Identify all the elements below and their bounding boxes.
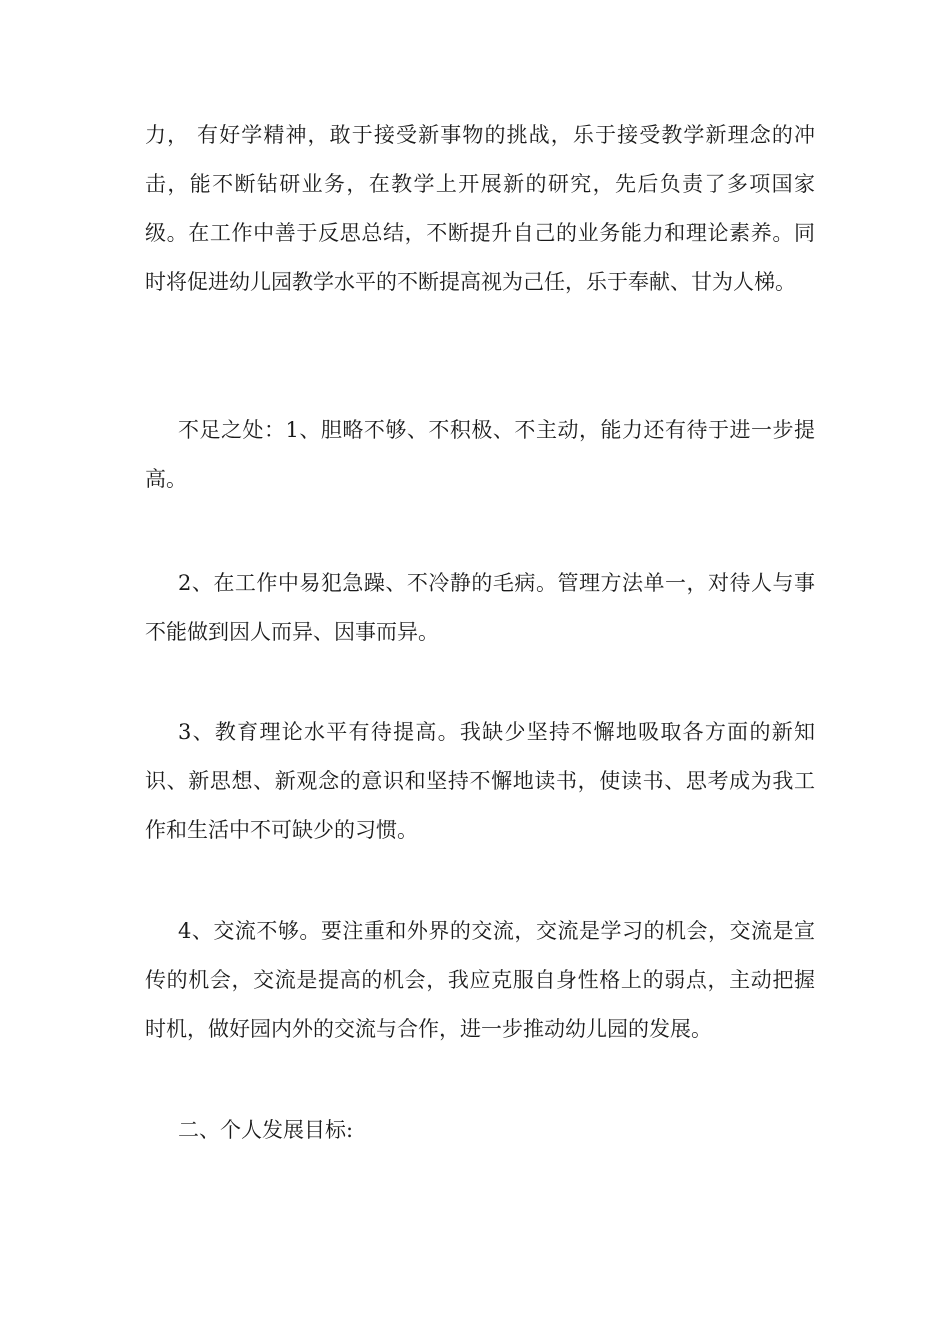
paragraph-shortcoming-2: 2、在工作中易犯急躁、不冷静的毛病。管理方法单一，对待人与事不能做到因人而异、因事而异。 bbox=[145, 571, 815, 644]
paragraph-shortcoming-4: 4、交流不够。要注重和外界的交流，交流是学习的机会，交流是宣传的机会，交流是提高的机会，我应克服自身性格上的弱点，主动把握时机，做好园内外的交流与合作，进一步推动幼儿园的发展。 bbox=[145, 919, 815, 1041]
paragraph-continued-strengths: 力， 有好学精神，敢于接受新事物的挑战，乐于接受教学新理念的冲击，能不断钻研业务，在教学上开展新的研究，先后负责了多项国家级。在工作中善于反思总结，不断提升自己的业务能力和理论素养。同时将促进幼儿园教学水平的不断提高视为己任，乐于奉献、甘为人梯。 bbox=[145, 123, 815, 294]
paragraph-shortcoming-3: 3、教育理论水平有待提高。我缺少坚持不懈地吸取各方面的新知识、新思想、新观念的意识和坚持不懈地读书，使读书、思考成为我工作和生活中不可缺少的习惯。 bbox=[145, 720, 815, 842]
paragraph-shortcoming-1: 不足之处：1、胆略不够、不积极、不主动，能力还有待于进一步提高。 bbox=[145, 418, 815, 491]
section-heading-personal-goals: 二、个人发展目标: bbox=[178, 1118, 354, 1142]
